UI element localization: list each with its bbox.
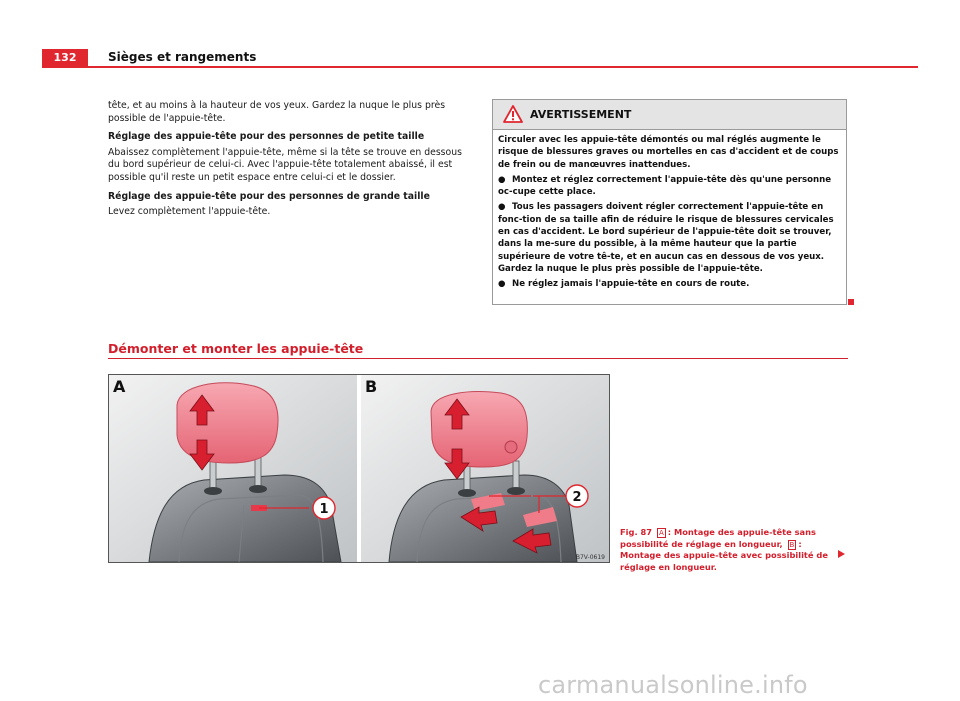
figure-caption: [620, 527, 845, 573]
caption-ref-a: A: [658, 529, 664, 537]
subheading: Réglage des appuie-tête pour des personnes de grande taille: [108, 190, 430, 202]
warning-header: [493, 100, 846, 130]
caption-ref-b: B: [789, 540, 795, 549]
running-title: Sièges et rangements: [108, 50, 257, 64]
left-column: [108, 100, 470, 225]
paragraph: Abaissez complètement l'appuie-tête, même si la tête se trouve en dessous du bord supérieur de celui-ci. Avec l'appuie-tête totalement abaissé, il est possible qu'il reste un petit espace entre celui-ci et le dossier.: [108, 146, 462, 183]
paragraph: tête, et au moins à la hauteur de vos yeux. Gardez la nuque le plus près possible de l'appuie-tête.: [108, 100, 446, 124]
panel-b-label: B: [365, 377, 378, 396]
callout-1: 1: [319, 502, 329, 517]
header-rule: [42, 66, 918, 68]
caption-text-a: : Montage des appuie-tête sans possibilité de réglage en longueur,: [620, 527, 816, 549]
warning-bullet: ● Ne réglez jamais l'appuie-tête en cours de route.: [498, 279, 750, 290]
callout-2: 2: [572, 490, 582, 505]
caption-fig-label: Fig. 87: [620, 527, 653, 537]
section-title: Démonter et monter les appuie-tête: [108, 341, 364, 356]
warning-bullet: ● Montez et réglez correctement l'appuie-tête dès qu'une personne oc-cupe cette place.: [498, 174, 832, 198]
caption-text-b: : Montage des appuie-tête avec possibilité de réglage en longueur.: [620, 538, 828, 572]
image-code: B7V-0619: [575, 554, 605, 561]
figure-87: [108, 374, 610, 563]
warning-bullet: ● Tous les passagers doivent régler correctement l'appuie-tête en fonc-tion de sa taille afin de réduire le risque de blessures cervicales en cas d'accident. Le bord supérieur de l'appuie-tête doit se trouver, dans la me-sure du possible, à la même hauteur que la partie supérieure de votre tê-te, et en aucun cas en dessous de vos yeux. Gardez la nuque le plus près possible de l'appuie-tête.: [498, 202, 834, 274]
warning-triangle-icon: [503, 105, 523, 123]
warning-body: [493, 130, 846, 291]
panel-a-label: A: [113, 377, 126, 396]
subheading: Réglage des appuie-tête pour des personnes de petite taille: [108, 131, 425, 143]
headrest-illustration: [109, 375, 609, 562]
warning-intro: Circuler avec les appuie-tête démontés ou mal réglés augmente le risque de blessures graves ou mortelles en cas d'accident et de coups de frein ou de manœuvres inattendues.: [498, 135, 839, 170]
section-end-marker: [848, 299, 854, 305]
continue-arrow-icon: [838, 550, 845, 558]
warning-title: AVERTISSEMENT: [530, 108, 632, 121]
page-number: 132: [42, 49, 88, 66]
watermark: carmanualsonline.info: [538, 671, 808, 699]
section-rule: [108, 358, 848, 359]
paragraph: Levez complètement l'appuie-tête.: [108, 206, 271, 218]
warning-box: [492, 99, 847, 305]
